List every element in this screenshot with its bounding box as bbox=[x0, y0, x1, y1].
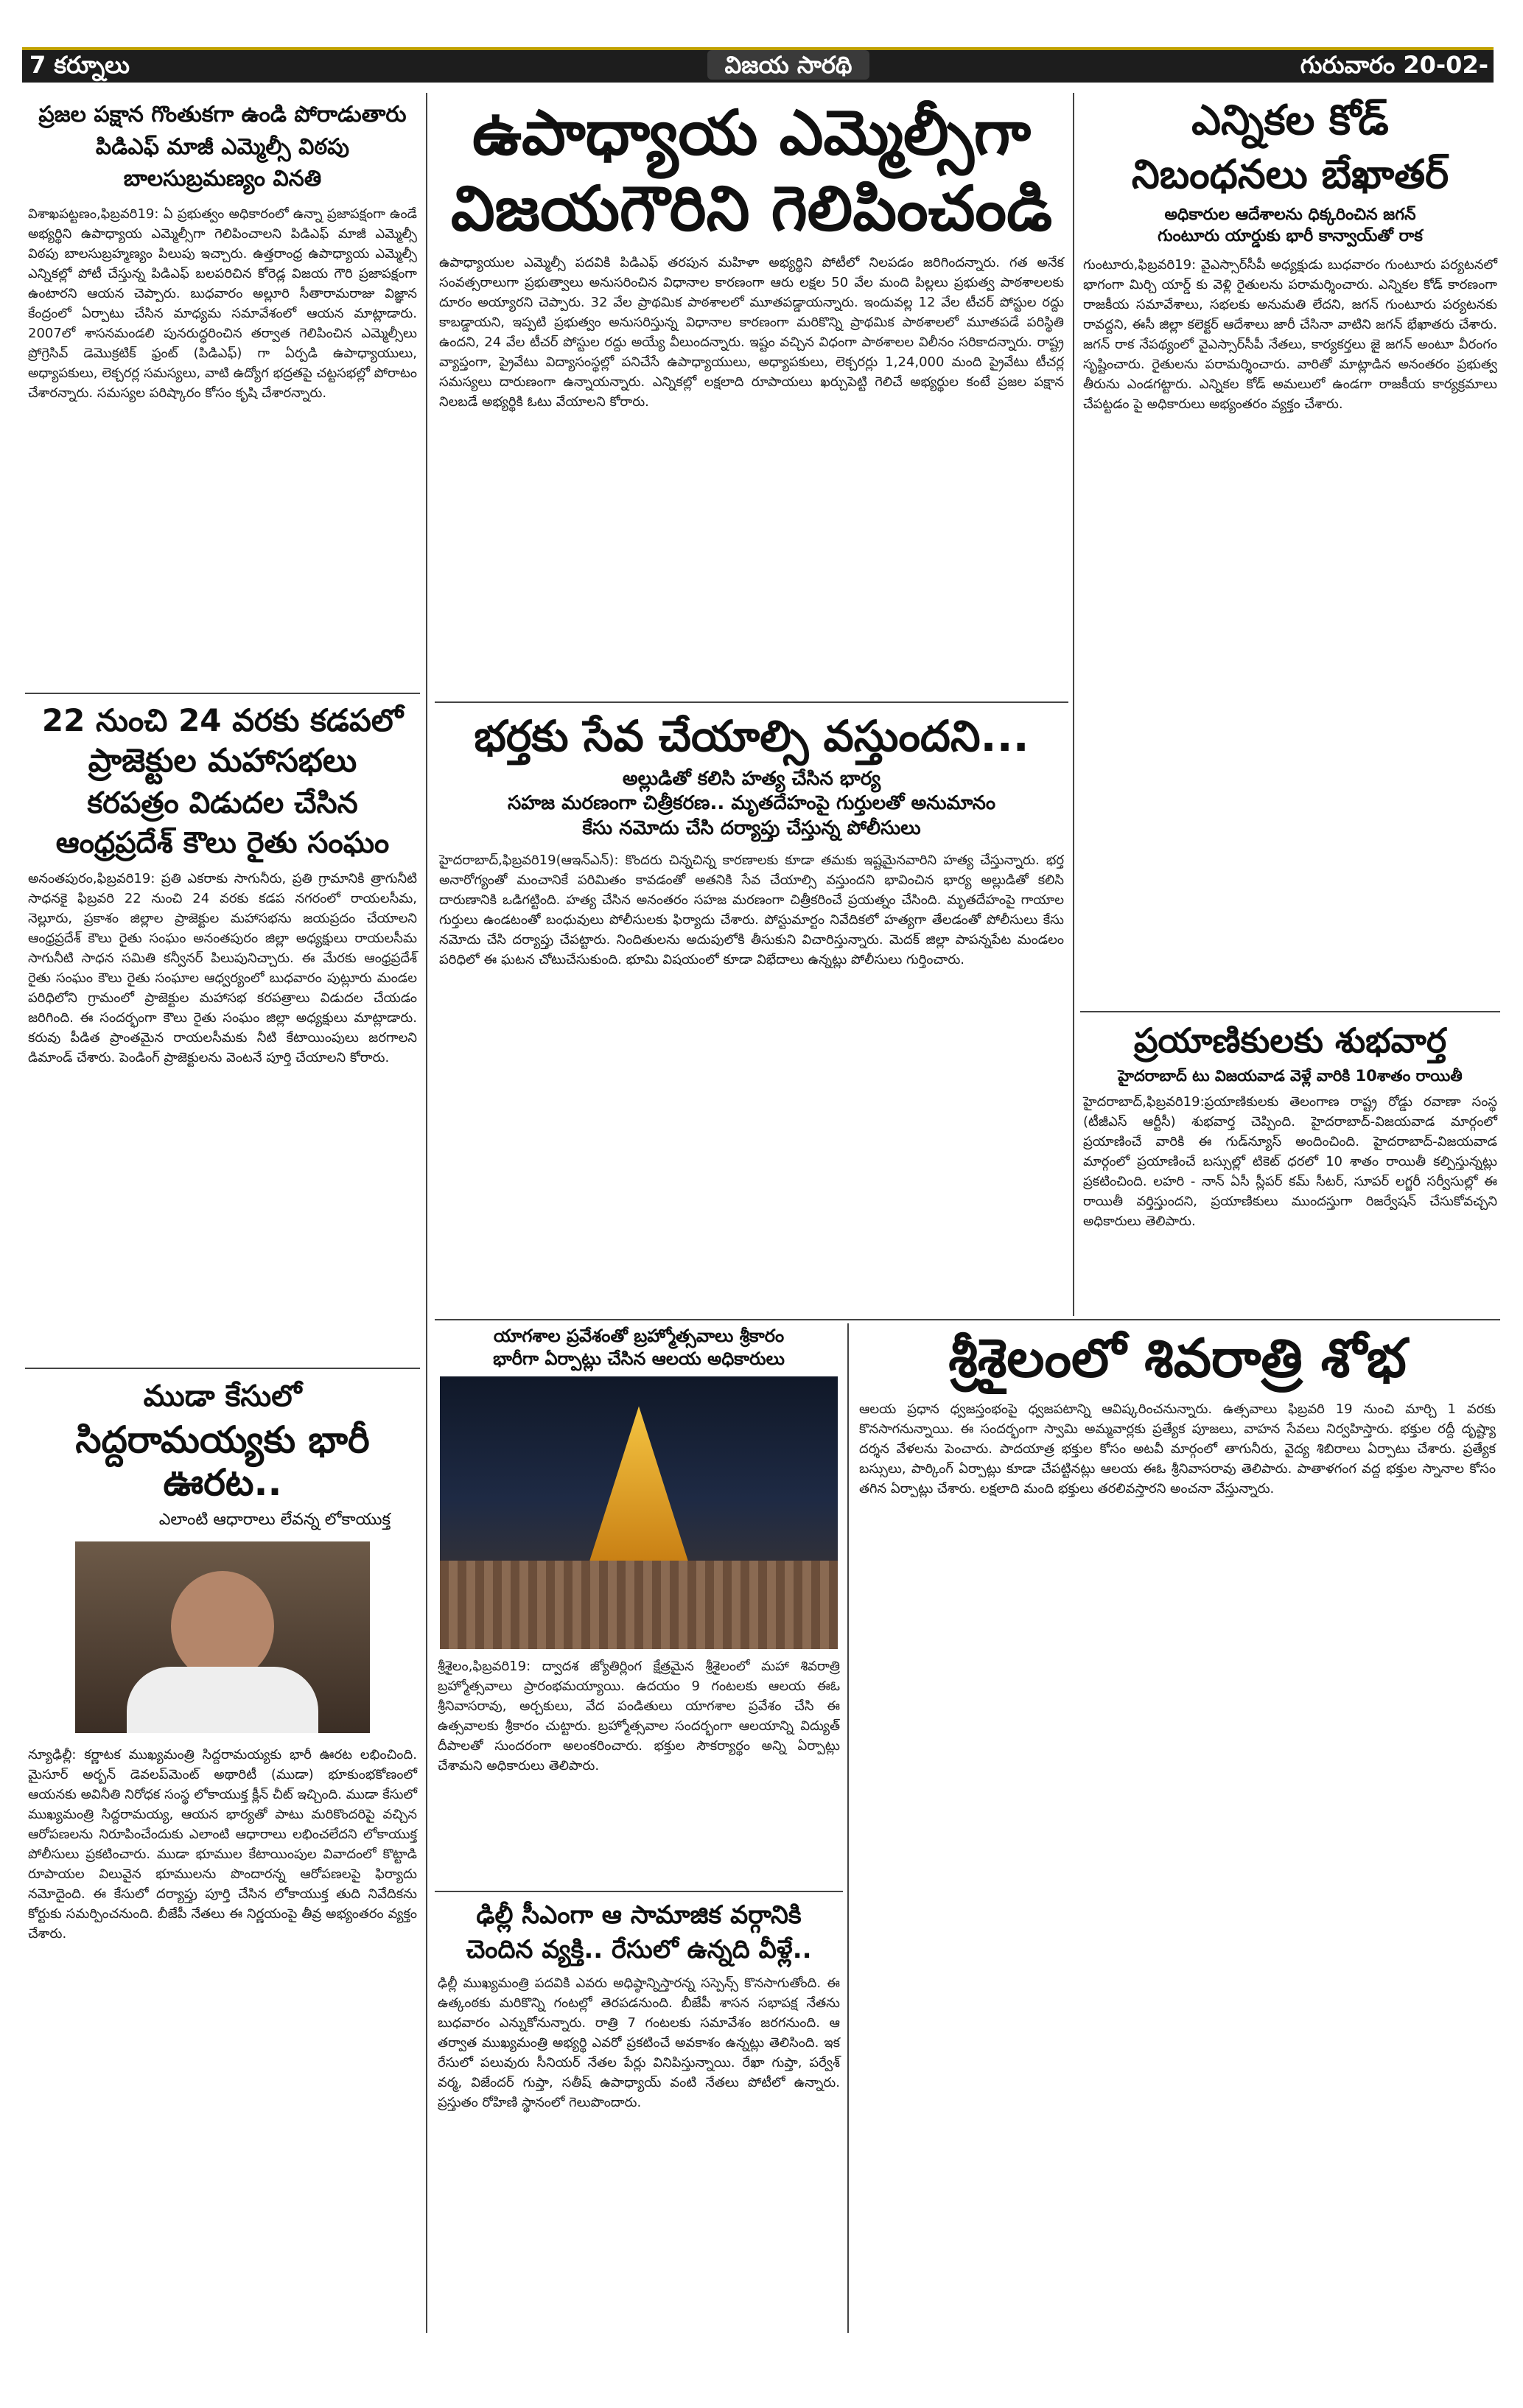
article-body: హైదరాబాద్,ఫిబ్రవరి19(ఆఇన్‌ఎన్): కొందరు చిన్నచిన్న కారణాలకు కూడా తమకు ఇష్టమైనవారిని హత్య చేస్తున్నారు. భర్త అనారోగ్యంతో మంచానికే పరిమితం కావడంతో అతనికి సేవ చేయాల్సి వస్తుందని భావించిన భార్య అల్లుడితో కలిసి దారుణానికి ఒడిగట్టింది. హత్య చేసిన అనంతరం సహజ మరణంగా చిత్రీకరించే ప్రయత్నం చేసింది. మృతదేహంపై గాయాల గుర్తులు ఉండటంతో బంధువులు పోలీసులకు ఫిర్యాదు చేశారు. పోస్టుమార్టం నివేదికలో హత్యగా తేలడంతో పోలీసులు కేసు నమోదు చేసి దర్యాప్తు చేపట్టారు. నిందితులను అదుపులోకి తీసుకుని విచారిస్తున్నారు. మెదక్ జిల్లా పాపన్నపేట మండలం పరిధిలో ఈ ఘటన చోటుచేసుకుంది. భూమి విషయంలో కూడా విభేదాలు ఉన్నట్లు పోలీసులు గుర్తించారు. bbox=[439, 853, 1064, 968]
article-body: శ్రీశైలం,ఫిబ్రవరి19: ద్వాదశ జ్యోతిర్లింగ క్షేత్రమైన శ్రీశైలంలో మహా శివరాత్రి బ్రహ్మోత్సవాలు ప్రారంభమయ్యాయి. ఉదయం 9 గంటలకు ఆలయ ఈఓ శ్రీనివాసరావు, అర్చకులు, వేద పండితులు యాగశాల ప్రవేశం చేసి ఈ ఉత్సవాలకు శ్రీకారం చుట్టారు. బ్రహ్మోత్సవాల సందర్భంగా ఆలయాన్ని విద్యుత్ దీపాలతో సుందరంగా అలంకరించారు. భక్తుల సౌకర్యార్థం అన్ని ఏర్పాట్లు చేశామని అధికారులు తెలిపారు. bbox=[438, 1659, 840, 1774]
article-headline-line1: 22 నుంచి 24 వరకు కడపలో bbox=[41, 702, 404, 738]
article-headline-line1: ఢిల్లీ సీఎంగా ఆ సామాజిక వర్గానికి bbox=[476, 1900, 802, 1930]
article-headline-line1: ఎన్నికల కోడ్ bbox=[1191, 97, 1389, 144]
article-headline-line2: సిద్దరామయ్యకు భారీ ఊరట.. bbox=[75, 1418, 370, 1504]
article-headline-line3: కరపత్రం విడుదల చేసిన bbox=[87, 785, 358, 820]
siddaramaiah-photo bbox=[75, 1541, 370, 1733]
section-rule bbox=[435, 1319, 1500, 1320]
article-subhead-line3: కేసు నమోదు చేసి దర్యాప్తు చేస్తున్న పోలీసులు bbox=[582, 817, 921, 840]
article-headline: ప్రయాణికులకు శుభవార్త bbox=[1133, 1021, 1447, 1060]
article-vijayagowri bbox=[435, 91, 1068, 696]
article-headline-line2: నిబంధనలు బేఖాతర్ bbox=[1131, 151, 1449, 198]
article-body: ఆలయ ప్రధాన ధ్వజస్తంభంపై ధ్వజపటాన్ని ఆవిష్కరించనున్నారు. ఉత్సవాలు ఫిబ్రవరి 19 నుంచి మార్చి 1 వరకు కొనసాగనున్నాయి. ఈ సందర్భంగా స్వామి అమ్మవార్లకు ప్రత్యేక పూజలు, వాహన సేవలు నిర్వహిస్తారు. భక్తుల రద్దీ దృష్ట్యా దర్శన వేళలను పెంచారు. పాదయాత్ర భక్తుల కోసం అటవీ మార్గంలో తాగునీరు, వైద్య శిబిరాలు ఏర్పాటు చేశారు. ప్రత్యేక బస్సులు, పార్కింగ్ ఏర్పాట్లు కూడా చేపట్టినట్లు ఆలయ ఈఓ శ్రీనివాసరావు తెలిపారు. పాతాళగంగ వద్ద భక్తుల స్నానాల కోసం తగిన ఏర్పాట్లు చేశారు. లక్షలాది మంది భక్తులు తరలివస్తారని అంచనా వేస్తున్నారు. bbox=[859, 1401, 1496, 1497]
article-husband-murder bbox=[435, 707, 1068, 1312]
issue-date: గురువారం 20-02-2025 bbox=[1300, 51, 1488, 111]
article-headline-line2: ప్రాజెక్టుల మహాసభలు bbox=[88, 742, 357, 780]
article-subhead: హైదరాబాద్ టు విజయవాడ వెళ్లే వారికి 10శాతం రాయితీ bbox=[1118, 1066, 1463, 1085]
article-srisailam-right bbox=[855, 1325, 1500, 2333]
article-travellers bbox=[1080, 1015, 1500, 1317]
page-label: 7 కర్నూలు bbox=[29, 51, 130, 79]
article-body: అనంతపురం,ఫిబ్రవరి19: ప్రతి ఎకరాకు సాగునీరు, ప్రతి గ్రామానికి త్రాగునీటి సాధనకై ఫిబ్రవరి 22 నుంచి 24 వరకు కడప నగరంలో రాయలసీమ, నెల్లూరు, ప్రకాశం జిల్లాల ప్రాజెక్టుల మహాసభను జయప్రదం చేయాలని ఆంధ్రప్రదేశ్ కౌలు రైతు సంఘం అనంతపురం జిల్లా అధ్యక్షులు రాయలసీమ సాగునీటి సాధన సమితి కన్వీనర్ పిలుపునిచ్చారు. ఈ మేరకు ఆంధ్రప్రదేశ్ రైతు సంఘం కౌలు రైతు సంఘాల ఆధ్వర్యంలో బుధవారం పుట్లూరు మండల పరిధిలోని గ్రామంలో ప్రాజెక్టుల మహాసభ కరపత్రాలు విడుదల చేయడం జరిగింది. ఈ సందర్భంగా కౌలు రైతు సంఘం జిల్లా అధ్యక్షులు మాట్లాడారు. కరువు పీడిత ప్రాంతమైన రాయలసీమకు నీటి కేటాయింపులు జరగాలని డిమాండ్ చేశారు. పెండింగ్ ప్రాజెక్టులను వెంటనే పూర్తి చేయాలని కోరారు. bbox=[28, 870, 417, 1065]
article-body: హైదరాబాద్,ఫిబ్రవరి19:ప్రయాణికులకు తెలంగాణ రాష్ట్ర రోడ్డు రవాణా సంస్థ (టీజీఎస్ ఆర్టీసీ) శుభవార్త చెప్పింది. హైదరాబాద్-విజయవాడ మార్గంలో ప్రయాణించే వారికి ఈ గుడ్‌న్యూస్ అందించింది. హైదరాబాద్-విజయవాడ మార్గంలో ప్రయాణించే బస్సుల్లో టికెట్ ధరలో 10 శాతం రాయితీ కల్పిస్తున్నట్లు ప్రకటించింది. లహరి - నాన్ ఏసీ స్లీపర్ కమ్ సీటర్, సూపర్ లగ్జరీ సర్వీసుల్లో ఈ రాయితీ వర్తిస్తుందని, ప్రయాణికులు ముందస్తుగా రిజర్వేషన్ చేసుకోవచ్చని అధికారులు తెలిపారు. bbox=[1083, 1094, 1497, 1230]
article-subhead-line2: గుంటూరు యార్డుకు భారీ కాన్వాయ్‌తో రాక bbox=[1158, 227, 1423, 246]
paper-name: విజయ సారథి bbox=[707, 50, 869, 80]
section-rule bbox=[25, 693, 420, 694]
photo-caption-line1: యాగశాల ప్రవేశంతో బ్రహ్మోత్సవాలు శ్రీకారం bbox=[493, 1326, 785, 1346]
crowd-shape bbox=[440, 1561, 838, 1649]
article-headline-line4: ఆంధ్రప్రదేశ్ కౌలు రైతు సంఘం bbox=[55, 825, 390, 860]
article-subhead-line1: అధికారుల ఆదేశాలను ధిక్కరించిన జగన్ bbox=[1164, 206, 1416, 225]
article-body: ఢిల్లీ ముఖ్యమంత్రి పదవికి ఎవరు అధిష్ఠాన్నిస్తారన్న సస్పెన్స్ కొనసాగుతోంది. ఈ ఉత్కంఠకు మరికొన్ని గంటల్లో తెరపడనుంది. బీజేపీ శాసన సభాపక్ష నేతను బుధవారం ఎన్నుకోనున్నారు. రాత్రి 7 గంటలకు సమావేశం జరగనుంది. ఆ తర్వాత ముఖ్యమంత్రి అభ్యర్థి ఎవరో ప్రకటించే అవకాశం ఉన్నట్లు తెలిసింది. ఇక రేసులో పలువురు సీనియర్ నేతల పేర్లు వినిపిస్తున్నాయి. రేఖా గుప్తా, పర్వేశ్ వర్మ, విజేందర్ గుప్తా, సతీష్ ఉపాధ్యాయ్ వంటి నేతలు పోటీలో ఉన్నారు. ప్రస్తుతం రోహిణి స్థానంలో గెలుపొందారు. bbox=[438, 1975, 840, 2111]
section-rule bbox=[435, 1891, 843, 1892]
article-code-violation bbox=[1080, 91, 1500, 1020]
section-rule bbox=[435, 701, 1068, 703]
column-rule bbox=[426, 93, 427, 2333]
article-body: గుంటూరు,ఫిబ్రవరి19: వైఎస్సార్‌సీపీ అధ్యక్షుడు బుధవారం గుంటూరు పర్యటనలో భాగంగా మిర్చి యార్డ్ కు వెళ్లి రైతులను పరామర్శించారు. ఎన్నికల కోడ్ కారణంగా రాజకీయ సమావేశాలు, సభలకు అనుమతి లేదని, జగన్ గుంటూరు పర్యటనకు రావద్దని, ఈసీ జిల్లా కలెక్టర్ ఆదేశాలు జారీ చేసినా వాటిని జగన్ భేఖాతరు చేశారు. జగన్ రాక నేపథ్యంలో వైఎస్సార్‌సీపీ నేతలు, కార్యకర్తలు జై జగన్ అంటూ వీరంగం సృష్టించారు. రైతులను పరామర్శించారు. వారితో మాట్లాడిన అనంతరం ప్రభుత్వ తీరును ఎండగట్టారు. ఎన్నికల కోడ్ అమలులో ఉండగా రాజకీయ కార్యక్రమాలు చేపట్టడం పై అధికారులు అభ్యంతరం వ్యక్తం చేశారు. bbox=[1083, 256, 1497, 412]
article-headline-line2: చెందిన వ్యక్తి.. రేసులో ఉన్నది వీళ్లే.. bbox=[466, 1935, 812, 1965]
article-headline: ప్రజల పక్షాన గొంతుకగా ఉండి పోరాడుతారు పిడిఎఫ్ మాజీ ఎమ్మెల్సీ విఠపు బాలసుబ్రమణ్యం వినతి bbox=[38, 102, 407, 192]
article-body: న్యూఢిల్లీ: కర్ణాటక ముఖ్యమంత్రి సిద్దరామయ్యకు భారీ ఊరట లభించింది. మైసూర్ అర్బన్ డెవలప్‌మెంట్ అథారిటీ (ముడా) భూకుంభకోణంలో ఆయనకు అవినీతి నిరోధక సంస్థ లోకాయుక్త క్లీన్ చీట్ ఇచ్చింది. ముడా కేసులో ముఖ్యమంత్రి సిద్దరామయ్య, ఆయన భార్యతో పాటు మరికొందరిపై వచ్చిన ఆరోపణలను నిరూపించేందుకు ఎలాంటి ఆధారాలు లభించలేదని లోకాయుక్త పోలీసులు ప్రకటించారు. ముడా భూముల కేటాయింపుల వివాదంలో కొట్టాడి రూపాయల విలువైన భూములను పొందారన్న ఆరోపణలపై ఫిర్యాదు నమోదైంది. ఈ కేసులో దర్యాప్తు పూర్తి చేసిన లోకాయుక్త తుది నివేదికను కోర్టుకు సమర్పించనుంది. బీజేపీ నేతలు ఈ నిర్ణయంపై తీవ్ర అభ్యంతరం వ్యక్తం చేశారు. bbox=[28, 1746, 417, 1942]
article-subhead-line1: అల్లుడితో కలిసి హత్య చేసిన భార్య bbox=[622, 767, 881, 790]
person-body-shape bbox=[127, 1667, 318, 1733]
temple-tower-shape bbox=[587, 1406, 690, 1568]
article-subhead-line2: సహజ మరణంగా చిత్రీకరణ.. మృతదేహంపై గుర్తులతో అనుమానం bbox=[508, 792, 995, 815]
article-muda-case bbox=[25, 1372, 420, 2330]
article-kaulu-raithu bbox=[25, 699, 420, 1362]
photo-caption-line2: భారీగా ఏర్పాట్లు చేసిన ఆలయ అధికారులు bbox=[493, 1348, 785, 1370]
article-headline-line1: ముడా కేసులో bbox=[143, 1379, 302, 1413]
article-body: విశాఖపట్టణం,ఫిబ్రవరి19: ఏ ప్రభుత్వం అధికారంలో ఉన్నా ప్రజాపక్షంగా ఉండే అభ్యర్థిని ఉపాధ్యాయ ఎమ్మెల్సీగా గెలిపించాలని పిడిఎఫ్ మాజీ ఎమ్మెల్సీ విఠపు బాలసుబ్రహ్మణ్యం పిలుపు ఇచ్చారు. ఉత్తరాంధ్ర ఉపాధ్యాయ ఎమ్మెల్సీ ఎన్నికల్లో పోటీ చేస్తున్న పిడిఎఫ్ బలపరిచిన కోరెడ్ల విజయ గౌరి ప్రజాపక్షంగా ఉంటారని ఆయన చెప్పారు. బుధవారం అల్లూరి సీతారామరాజు విజ్ఞాన కేంద్రంలో ఏర్పాటు చేసిన మాధ్యమ సమావేశంలో ఆయన మాట్లాడారు. 2007లో శాసనమండలి పునరుద్ధరించిన తర్వాత గెలిపించిన ఎమ్మెల్సీలు ప్రోగ్రెసివ్ డెమొక్రటిక్ ఫ్రంట్ (పిడిఎఫ్) గా ఏర్పడి ఉపాధ్యాయులు, అధ్యాపకులు, లెక్చరర్ల సమస్యలు, వాటి ఉద్యోగ భద్రతపై చట్టసభల్లో పోరాటం చేశారన్నారు. సమస్యల పరిష్కారం కోసం కృషి చేశారన్నారు. bbox=[28, 206, 417, 401]
article-headline: భర్తకు సేవ చేయాల్సి వస్తుందని... bbox=[474, 711, 1029, 761]
person-face-shape bbox=[171, 1571, 274, 1681]
article-delhi-cm bbox=[435, 1895, 843, 2333]
article-balasubrahmanyam bbox=[25, 94, 420, 706]
article-body: ఉపాధ్యాయుల ఎమ్మెల్సీ పదవికి పిడిఎఫ్ తరపున మహిళా అభ్యర్థిని పోటీలో నిలపడం జరిగిందన్నారు. గత అనేక సంవత్సరాలుగా ప్రభుత్వాలు అనుసరించిన విధానాల కారణంగా ఆరు లక్షల 50 వేల మంది పిల్లలు ప్రభుత్వ పాఠశాలలకు దూరం అయ్యారని చెప్పారు. 32 వేల ప్రాథమిక పాఠశాలలో మూతపడ్డాయన్నారు. ఇందువల్ల 12 వేల టీచర్ పోస్టుల రద్దు కాబడ్డాయని, ఇప్పటి ప్రభుత్వం అనుసరిస్తున్న విధానాల కారణంగా మరికొన్ని ప్రాథమిక పాఠశాలలో మూతపడే పరిస్థితి ఉందని, 24 వేల టీచర్ పోస్టుల రద్దు అయ్యే వీలుందన్నారు. ఇష్టం వచ్చిన విధంగా పాఠశాలల విలీనం సరికాదన్నారు. రాష్ట్ర వ్యాప్తంగా, ప్రైవేటు విద్యాసంస్థల్లో పనిచేసే ఉపాధ్యాయులు, అధ్యాపకులు, లెక్చరర్లు 1,24,000 మంది ప్రైవేటు టీచర్ల సమస్యలు దారుణంగా ఉన్నాయన్నారు. ఎన్నికల్లో లక్షలాది రూపాయలు ఖర్చుపెట్టి గెలిచే అభ్యర్థుల కంటే ప్రజల పక్షాన నిలబడే అభ్యర్థికి ఓటు వేయాలని కోరారు. bbox=[439, 255, 1064, 410]
article-srisailam-left bbox=[435, 1325, 843, 1885]
srisailam-temple-photo bbox=[440, 1376, 838, 1649]
article-headline-line2: విజయగౌరిని గెలిపించండి bbox=[450, 172, 1053, 245]
column-rule bbox=[1073, 93, 1074, 1316]
column-rule bbox=[847, 1323, 849, 2333]
section-rule bbox=[25, 1368, 420, 1369]
article-headline-line1: ఉపాధ్యాయ ఎమ్మెల్సీగా bbox=[472, 97, 1032, 169]
section-rule bbox=[1080, 1011, 1500, 1012]
article-headline: శ్రీశైలంలో శివరాత్రి శోభ bbox=[948, 1327, 1407, 1389]
article-subhead: ఎలాంటి ఆధారాలు లేవన్న లోకాయుక్త bbox=[158, 1511, 391, 1529]
